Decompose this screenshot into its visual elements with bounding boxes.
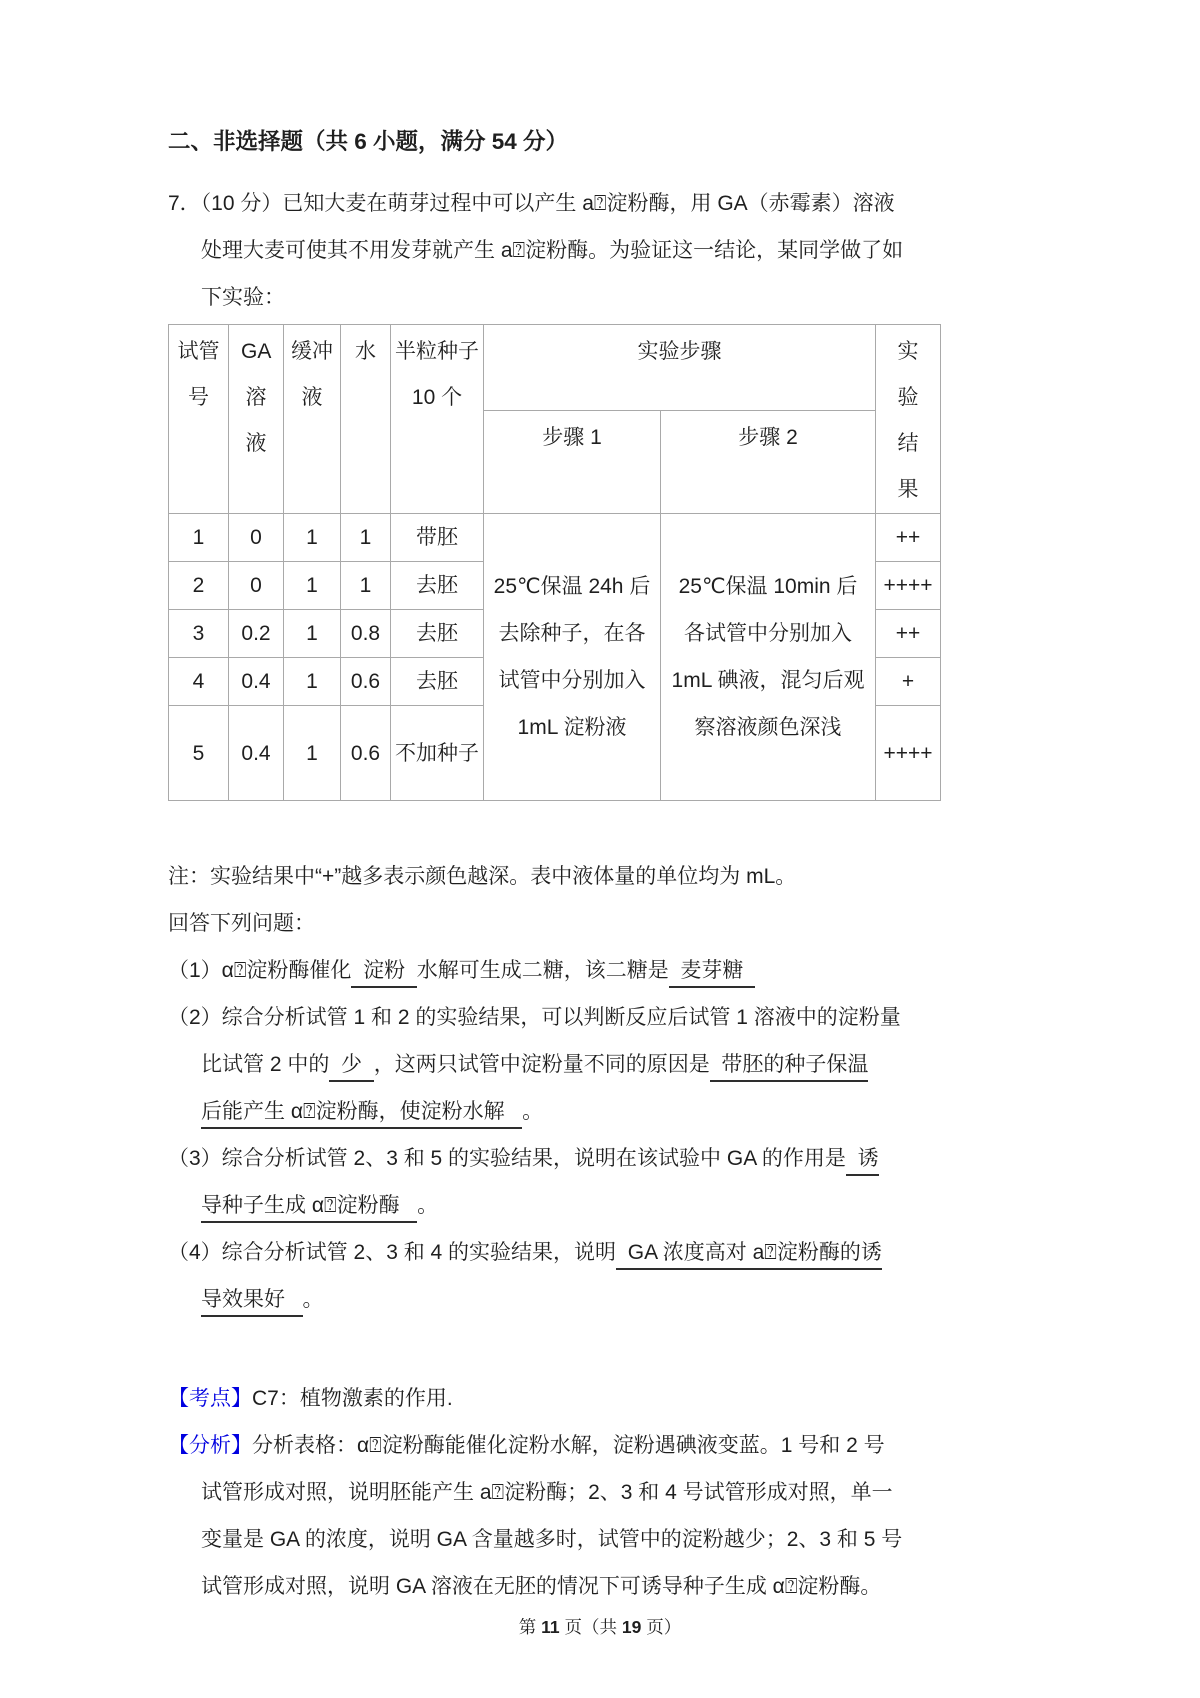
text-segment: 水解可生成二糖，该二糖是 [416,959,669,982]
text-line [168,1182,1200,1229]
exam-point-line [168,1375,1200,1422]
text-line [168,1041,1200,1088]
header-step1: 步骤 1 [484,411,661,514]
header-water: 水 [341,325,391,514]
text-segment: ，这两只试管中淀粉量不同的原因是 [373,1053,710,1076]
header-result: 实验结果 [876,325,941,514]
cell-water: 0.8 [341,610,391,658]
text-line [168,180,1200,227]
cell-ga: 0.4 [229,706,284,801]
text-line [168,1422,1200,1469]
analysis-paragraph [168,1422,1200,1610]
answer-blank: GA 浓度高对 a⍰淀粉酶的诱 [616,1241,882,1270]
experiment-table [168,324,941,801]
cell-tube: 4 [169,658,229,706]
text-line [168,1229,1200,1276]
header-seed: 半粒种子 10 个 [391,325,484,514]
cell-tube: 3 [169,610,229,658]
header-ga-solution: GA溶液 [229,325,284,514]
page-footer [0,1612,1200,1642]
text-segment: 页） [641,1617,682,1637]
cell-ga: 0 [229,514,284,562]
text-segment: 回答下列问题： [168,912,315,935]
cell-step2: 25℃保温 10min 后各试管中分别加入 1mL 碘液，混匀后观察溶液颜色深浅 [661,514,876,801]
answer-blank: 带胚的种子保温 [710,1053,869,1082]
text-segment: 试管形成对照，说明 GA 溶液在无胚的情况下可诱导种子生成 α⍰淀粉酶。 [201,1575,882,1598]
text-segment: 7．（10 分）已知大麦在萌芽过程中可以产生 a⍰淀粉酶，用 GA（赤霉素）溶液 [168,192,895,215]
cell-result: ++ [876,514,941,562]
table-note [168,853,1200,947]
text-line [168,947,1200,994]
cell-buffer: 1 [284,610,341,658]
answer-blank: 导种子生成 α⍰淀粉酶 [201,1194,417,1223]
experiment-table-body [169,514,941,801]
text-line [168,1276,1200,1323]
cell-buffer: 1 [284,514,341,562]
text-segment: 试管形成对照，说明胚能产生 a⍰淀粉酶；2、3 和 4 号试管形成对照，单一 [201,1481,893,1504]
text-segment: （1）α⍰淀粉酶催化 [168,959,352,982]
answer-blank: 导效果好 [201,1288,303,1317]
header-step2: 步骤 2 [661,411,876,514]
text-segment: （2）综合分析试管 1 和 2 的实验结果，可以判断反应后试管 1 溶液中的淀粉量 [168,1006,901,1029]
cell-ga: 0 [229,562,284,610]
cell-ga: 0.2 [229,610,284,658]
text-line [168,1563,1200,1610]
cell-result: + [876,658,941,706]
cell-seed: 去胚 [391,658,484,706]
text-segment: 分析表格：α⍰淀粉酶能催化淀粉水解，淀粉遇碘液变蓝。1 号和 2 号 [252,1434,885,1457]
text-segment: 变量是 GA 的浓度，说明 GA 含量越多时，试管中的淀粉越少；2、3 和 5 号 [201,1528,903,1551]
cell-result: ++++ [876,706,941,801]
cell-buffer: 1 [284,658,341,706]
cell-seed: 不加种子 [391,706,484,801]
text-line [168,994,1200,1041]
cell-tube: 2 [169,562,229,610]
text-segment: 。 [522,1100,544,1123]
cell-water: 1 [341,514,391,562]
text-line [168,1375,1200,1422]
answer-blank: 诱 [846,1147,879,1176]
text-segment: （3）综合分析试管 2、3 和 5 的实验结果，说明在该试验中 GA 的作用是 [168,1147,846,1170]
cell-buffer: 1 [284,706,341,801]
cell-water: 1 [341,562,391,610]
text-segment: 注：实验结果中“+”越多表示颜色越深。表中液体量的单位均为 mL。 [168,865,797,888]
cell-seed: 带胚 [391,514,484,562]
text-segment: 页（共 [559,1617,622,1637]
text-segment: 11 [541,1617,560,1637]
table-header-row-1 [169,325,941,411]
text-line [168,900,1200,947]
cell-result: ++++ [876,562,941,610]
cell-step1: 25℃保温 24h 后去除种子，在各试管中分别加入 1mL 淀粉液 [484,514,661,801]
text-line [168,274,1200,321]
answer-blank: 麦芽糖 [669,959,755,988]
text-segment: 。 [417,1194,439,1217]
question-2 [168,994,1200,1135]
text-segment: （4）综合分析试管 2、3 和 4 的实验结果，说明 [168,1241,617,1264]
text-line [168,853,1200,900]
cell-tube: 1 [169,514,229,562]
table-row [169,514,941,562]
cell-water: 0.6 [341,706,391,801]
text-segment: 【考点】 [168,1387,252,1410]
text-line [168,1516,1200,1563]
text-line [168,1469,1200,1516]
text-segment: 下实验： [201,286,285,309]
text-segment: C7：植物激素的作用. [252,1387,453,1410]
text-segment: 【分析】 [168,1434,252,1457]
cell-result: ++ [876,610,941,658]
header-tube-number: 试管号 [169,325,229,514]
text-line [168,1088,1200,1135]
answer-blank: 淀粉 [351,959,416,988]
text-segment: 第 [518,1617,542,1637]
answer-blank: 少 [329,1053,373,1082]
cell-seed: 去胚 [391,610,484,658]
cell-seed: 去胚 [391,562,484,610]
text-segment: 19 [621,1617,642,1637]
cell-water: 0.6 [341,658,391,706]
cell-buffer: 1 [284,562,341,610]
text-segment: 。 [302,1288,324,1311]
text-line [168,1135,1200,1182]
text-line [168,227,1200,274]
text-segment: 比试管 2 中的 [201,1053,330,1076]
text-line [0,1612,1200,1642]
text-segment: 处理大麦可使其不用发芽就产生 a⍰淀粉酶。为验证这一结论，某同学做了如 [201,239,904,262]
question-4 [168,1229,1200,1323]
section-heading: 二、非选择题（共 6 小题，满分 54 分） [168,129,569,154]
question-3 [168,1135,1200,1229]
cell-ga: 0.4 [229,658,284,706]
answer-blank: 后能产生 α⍰淀粉酶，使淀粉水解 [201,1100,522,1129]
header-steps: 实验步骤 [484,325,876,411]
cell-tube: 5 [169,706,229,801]
question-7-intro [168,180,1200,321]
header-buffer: 缓冲液 [284,325,341,514]
question-1 [168,947,1200,994]
